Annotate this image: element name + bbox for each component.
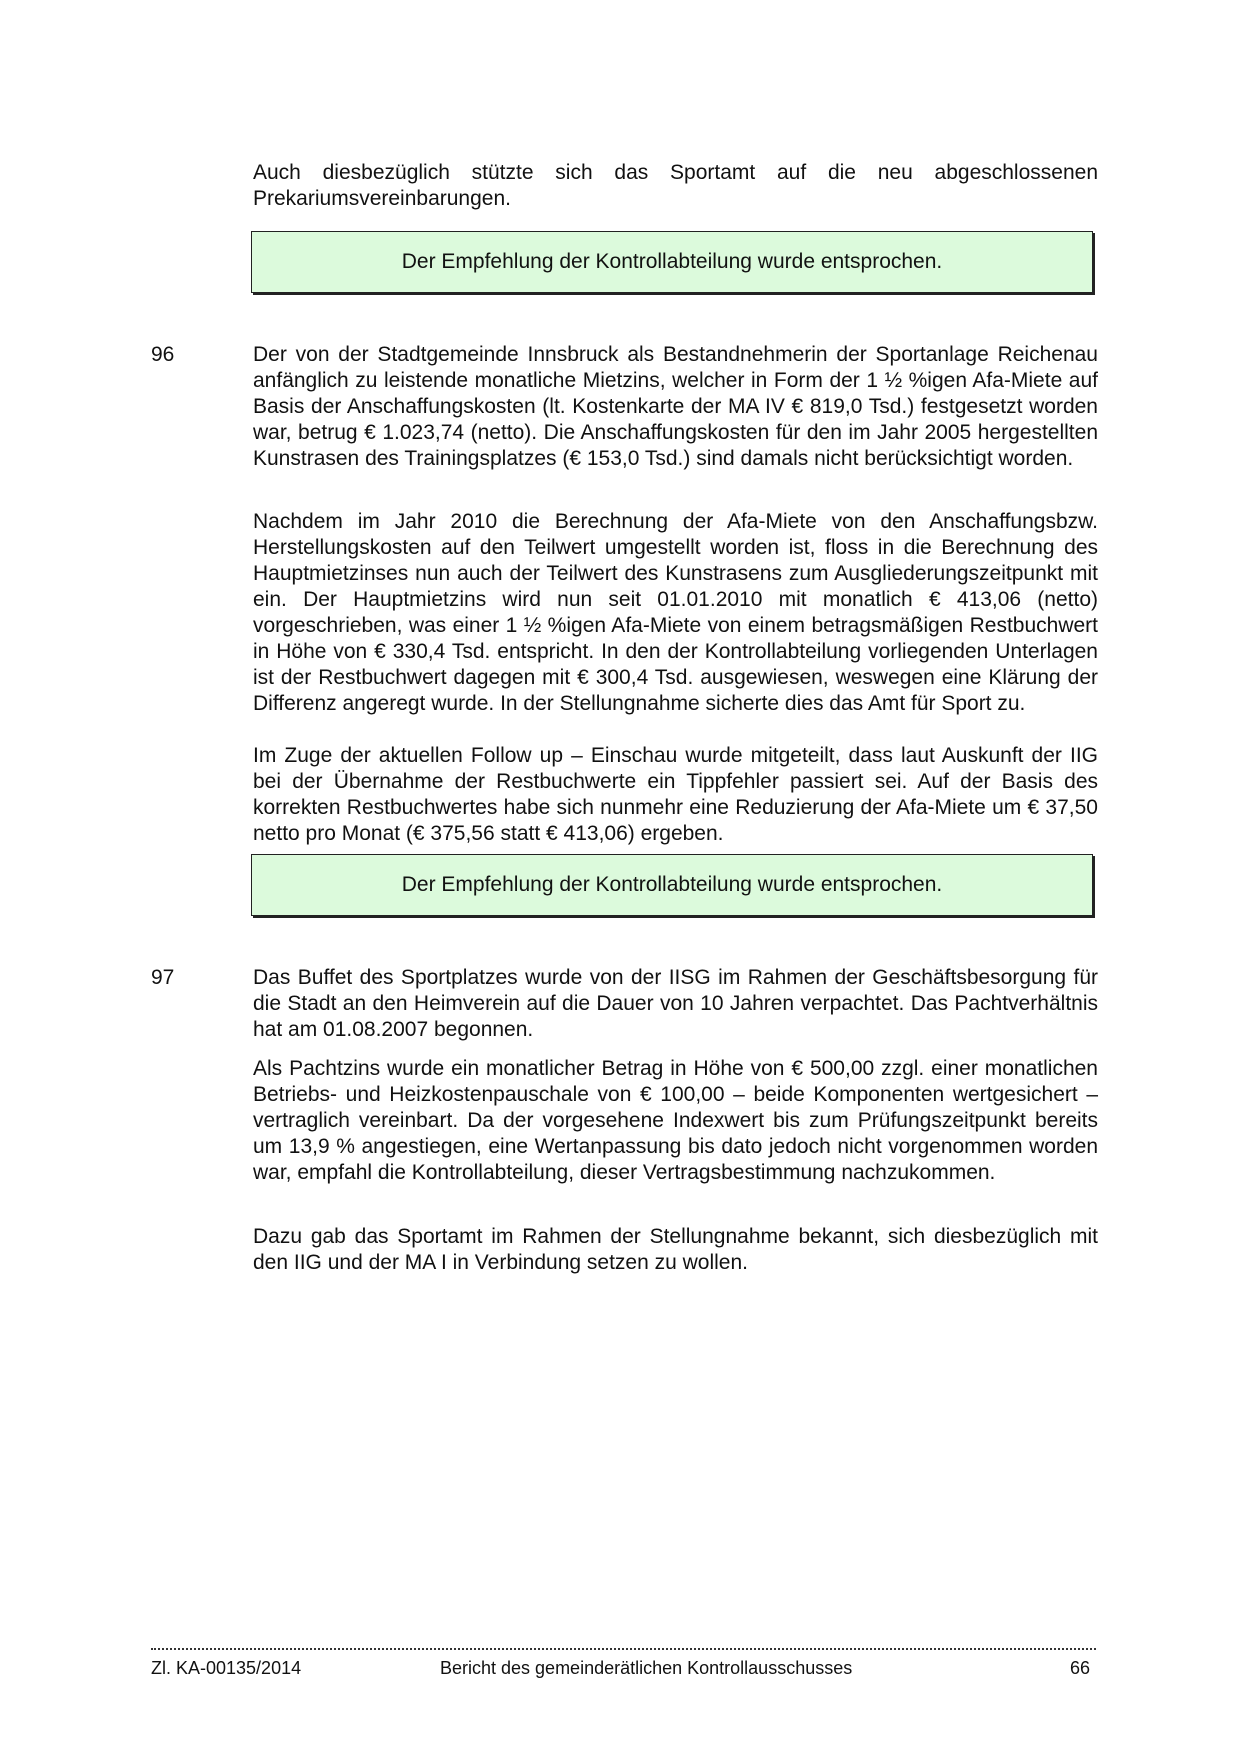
recommendation-text: Der Empfehlung der Kontrollabteilung wurde entsprochen. — [401, 873, 943, 896]
footer-reference: Zl. KA-00135/2014 — [151, 1658, 302, 1678]
section-97-paragraph-1: Das Buffet des Sportplatzes wurde von der IISG im Rahmen der Geschäftsbesorgung für die Stadt an den Heimverein auf die Dauer von 10 Jahren verpachtet. Das Pachtverhältnis hat am 01.08.2007 begonnen. — [253, 966, 1098, 1041]
recommendation-text: Der Empfehlung der Kontrollabteilung wurde entsprochen. — [401, 250, 943, 273]
footer-report-title: Bericht des gemeinderätlichen Kontrollausschusses — [440, 1658, 853, 1678]
section-97-paragraph-2: Als Pachtzins wurde ein monatlicher Betrag in Höhe von € 500,00 zzgl. einer monatlichen Betriebs- und Heizkostenpauschale von € 100,00 – beide Komponenten wertgesichert – vertraglich vereinbart. Da der vorgesehene Indexwert bis zum Prüfungszeitpunkt bereits um 13,9 % angestiegen, eine Wertanpassung bis dato jedoch nicht vorgenommen worden war, empfahl die Kontrollabteilung, dieser Vertragsbestimmung nachzukommen. — [253, 1057, 1098, 1184]
section-96-paragraph-3: Im Zuge der aktuellen Follow up – Einschau wurde mitgeteilt, dass laut Auskunft der IIG bei der Übernahme der Restbuchwerte ein Tippfehler passiert sei. Auf der Basis des korrekten Restbuchwertes habe sich nunmehr eine Reduzierung der Afa-Miete um € 37,50 netto pro Monat (€ 375,56 statt € 413,06) ergeben. — [253, 744, 1098, 845]
page-number: 66 — [1070, 1658, 1091, 1678]
section-number: 97 — [151, 966, 175, 989]
section-96-paragraph-2: Nachdem im Jahr 2010 die Berechnung der Afa-Miete von den Anschaffungsbzw. Herstellungskosten auf den Teilwert umgestellt worden ist, floss in die Berechnung des Hauptmietzinses nun auch der Teilwert des Kunstrasens zum Ausgliederungszeitpunkt mit ein. Der Hauptmietzins wird nun seit 01.01.2010 mit monatlich € 413,06 (netto) vorgeschrieben, was einer 1 ½ %igen Afa-Miete von einem betragsmäßigen Restbuchwert in Höhe von € 330,4 Tsd. entspricht. In den der Kontrollabteilung vorliegenden Unterlagen ist der Restbuchwert dagegen mit € 300,4 Tsd. ausgewiesen, weswegen eine Klärung der Differenz angeregt wurde. In der Stellungnahme sicherte dies das Amt für Sport zu. — [253, 510, 1098, 715]
recommendation-box — [251, 854, 1093, 916]
section-97-paragraph-3: Dazu gab das Sportamt im Rahmen der Stellungnahme bekannt, sich diesbezüglich mit den IIG und der MA I in Verbindung setzen zu wollen. — [253, 1225, 1098, 1274]
section-96-paragraph-1: Der von der Stadtgemeinde Innsbruck als Bestandnehmerin der Sportanlage Reichenau anfänglich zu leistende monatliche Mietzins, welcher in Form der 1 ½ %igen Afa-Miete auf Basis der Anschaffungskosten (lt. Kostenkarte der MA IV € 819,0 Tsd.) festgesetzt worden war, betrug € 1.023,74 (netto). Die Anschaffungskosten für den im Jahr 2005 hergestellten Kunstrasen des Trainingsplatzes (€ 153,0 Tsd.) sind damals nicht berücksichtigt worden. — [253, 343, 1098, 470]
footer-divider — [151, 1648, 1096, 1650]
recommendation-box — [251, 231, 1093, 293]
intro-paragraph: Auch diesbezüglich stützte sich das Sportamt auf die neu abgeschlossenen Prekariumsvereinbarungen. — [253, 161, 1098, 210]
section-number: 96 — [151, 343, 175, 366]
